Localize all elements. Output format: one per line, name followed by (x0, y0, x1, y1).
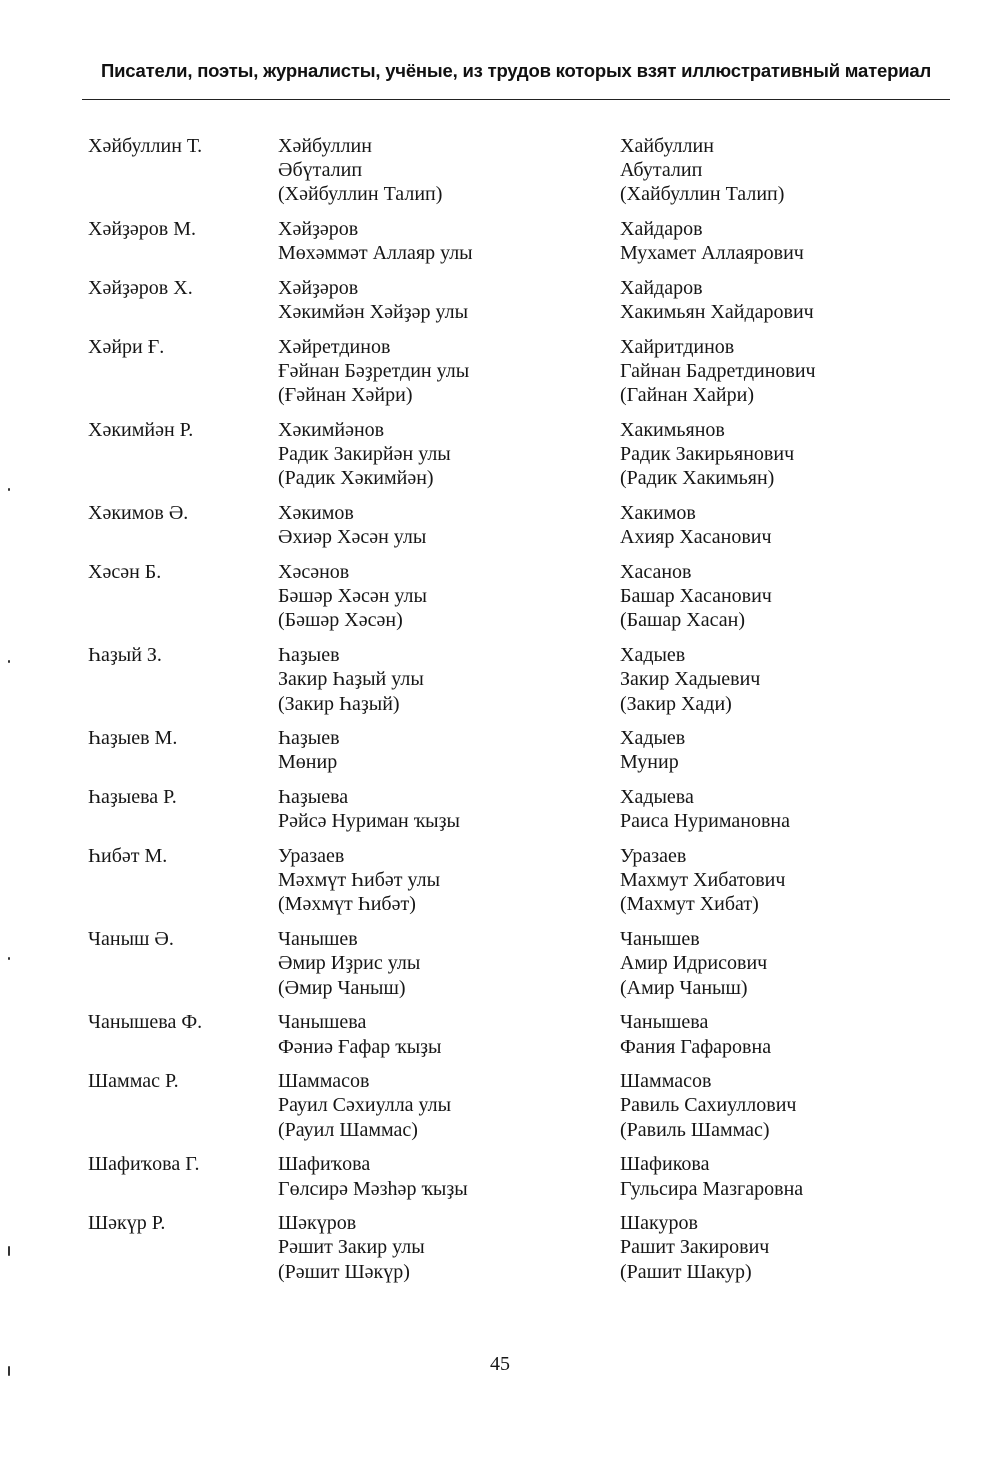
author-entry (88, 927, 918, 1000)
short-name: Һибәт М. (88, 845, 168, 868)
russian-full-name (620, 1152, 918, 1200)
russian-full-name-line: (Махмут Хибат) (620, 893, 759, 916)
russian-full-name-line: Мунир (620, 751, 679, 774)
bashkir-full-name (278, 560, 620, 633)
russian-full-name (620, 134, 918, 207)
russian-full-name (620, 1211, 918, 1284)
bashkir-full-name-line: Хәкимов (278, 502, 354, 525)
russian-full-name (620, 1010, 918, 1058)
short-name: Хәйҙәров М. (88, 218, 197, 241)
russian-full-name (620, 726, 918, 774)
bashkir-full-name-line: (Ғәйнан Хәйри) (278, 384, 413, 407)
margin-mark (8, 1366, 10, 1376)
bashkir-full-name-line: Әбүталип (278, 159, 363, 182)
author-entry (88, 335, 918, 408)
bashkir-full-name-line: (Мәхмүт Һибәт) (278, 893, 416, 916)
margin-mark (8, 957, 10, 960)
bashkir-full-name-line: Гөлсирә Мәзһәр ҡыҙы (278, 1177, 468, 1200)
margin-mark (8, 660, 10, 663)
author-entry (88, 134, 918, 207)
russian-full-name-line: Гайнан Бадретдинович (620, 360, 816, 383)
bashkir-full-name (278, 1069, 620, 1142)
bashkir-full-name-line: (Хәйбуллин Талип) (278, 183, 443, 206)
russian-full-name (620, 560, 918, 633)
bashkir-full-name (278, 785, 620, 833)
bashkir-full-name-line: Рәйсә Нуриман ҡыҙы (278, 810, 460, 833)
short-name: Чаныш Ә. (88, 928, 174, 951)
bashkir-full-name-line: Чанышев (278, 928, 358, 951)
short-name: Хәйри Ғ. (88, 335, 165, 358)
author-entry (88, 1211, 918, 1284)
russian-full-name (620, 501, 918, 549)
short-name: Шәкүр Р. (88, 1212, 166, 1235)
bashkir-full-name-line: (Бәшәр Хәсән) (278, 609, 403, 632)
bashkir-full-name-line: Шәкүров (278, 1212, 357, 1235)
russian-full-name-line: Чанышева (620, 1011, 709, 1034)
bashkir-full-name (278, 927, 620, 1000)
bashkir-full-name-line: Радик Закирйән улы (278, 443, 451, 466)
bashkir-full-name-line: Хәйретдинов (278, 335, 391, 358)
bashkir-full-name-line: Уразаев (278, 845, 345, 868)
author-entry (88, 560, 918, 633)
bashkir-full-name-line: Бәшәр Хәсән улы (278, 585, 427, 608)
russian-full-name-line: Шафикова (620, 1153, 710, 1176)
russian-full-name-line: Хадыев (620, 727, 686, 750)
short-name: Шафиҡова Г. (88, 1153, 200, 1176)
russian-full-name (620, 335, 918, 408)
bashkir-full-name-line: Хәйҙәров (278, 277, 359, 300)
russian-full-name (620, 844, 918, 917)
header-rule (82, 99, 950, 100)
bashkir-full-name (278, 335, 620, 408)
short-name: Һаҙыев М. (88, 727, 178, 750)
bashkir-full-name (278, 1211, 620, 1284)
russian-full-name-line: Хасанов (620, 561, 692, 584)
russian-full-name-line: (Хайбуллин Талип) (620, 183, 785, 206)
author-entry (88, 217, 918, 265)
russian-full-name-line: Мухамет Аллаярович (620, 242, 804, 265)
bashkir-full-name-line: Мәхмүт Һибәт улы (278, 869, 441, 892)
bashkir-full-name (278, 217, 620, 265)
bashkir-full-name-line: Әмир Иҙрис улы (278, 952, 421, 975)
margin-mark (8, 488, 10, 491)
margin-mark (8, 1246, 10, 1256)
bashkir-full-name-line: Рәшит Закир улы (278, 1236, 425, 1259)
russian-full-name-line: (Закир Хади) (620, 692, 732, 715)
russian-full-name-line: Ахияр Хасанович (620, 526, 772, 549)
bashkir-full-name-line: Һаҙыева (278, 786, 349, 809)
russian-full-name-line: (Равиль Шаммас) (620, 1118, 770, 1141)
bashkir-full-name-line: Хәйҙәров (278, 218, 359, 241)
bashkir-full-name-line: (Рауил Шаммас) (278, 1118, 418, 1141)
page-number: 45 (490, 1353, 510, 1375)
russian-full-name-line: (Радик Хакимьян) (620, 467, 775, 490)
russian-full-name-line: (Амир Чаныш) (620, 976, 748, 999)
russian-full-name-line: Уразаев (620, 845, 687, 868)
author-list (88, 134, 918, 1294)
bashkir-full-name-line: Хәкимйән Хәйҙәр улы (278, 301, 469, 324)
russian-full-name (620, 1069, 918, 1142)
russian-full-name-line: (Башар Хасан) (620, 609, 745, 632)
bashkir-full-name (278, 726, 620, 774)
author-entry (88, 501, 918, 549)
russian-full-name-line: (Рашит Шакур) (620, 1260, 752, 1283)
short-name: Чанышева Ф. (88, 1011, 203, 1034)
russian-full-name-line: Шакуров (620, 1212, 698, 1235)
bashkir-full-name-line: Мөхәммәт Аллаяр улы (278, 242, 473, 265)
author-entry (88, 643, 918, 716)
bashkir-full-name-line: (Рәшит Шәкүр) (278, 1260, 410, 1283)
bashkir-full-name (278, 501, 620, 549)
russian-full-name-line: Хайдаров (620, 277, 703, 300)
russian-full-name-line: (Гайнан Хайри) (620, 384, 754, 407)
russian-full-name-line: Хакимов (620, 502, 696, 525)
author-entry (88, 276, 918, 324)
short-name: Шаммас Р. (88, 1070, 179, 1093)
russian-full-name-line: Хайбуллин (620, 135, 714, 157)
russian-full-name (620, 643, 918, 716)
russian-full-name-line: Рашит Закирович (620, 1236, 770, 1259)
russian-full-name (620, 927, 918, 1000)
russian-full-name (620, 418, 918, 491)
russian-full-name (620, 785, 918, 833)
bashkir-full-name (278, 1152, 620, 1200)
russian-full-name (620, 276, 918, 324)
short-name: Хәйҙәров Х. (88, 277, 193, 300)
bashkir-full-name-line: Хәсәнов (278, 561, 350, 584)
bashkir-full-name-line: Хәкимйәнов (278, 419, 385, 442)
russian-full-name-line: Закир Хадыевич (620, 668, 761, 691)
bashkir-full-name-line: Хәйбуллин (278, 135, 372, 157)
russian-full-name-line: Раиса Нуримановна (620, 810, 790, 833)
russian-full-name-line: Абуталип (620, 159, 703, 182)
short-name: Һаҙыева Р. (88, 786, 177, 809)
bashkir-full-name-line: Закир Һаҙый улы (278, 668, 424, 691)
russian-full-name-line: Радик Закирьянович (620, 443, 795, 466)
russian-full-name-line: Хадыев (620, 644, 686, 667)
russian-full-name-line: Фания Гафаровна (620, 1035, 772, 1058)
russian-full-name-line: Башар Хасанович (620, 585, 772, 608)
russian-full-name-line: Хайритдинов (620, 335, 735, 358)
russian-full-name-line: Хакимьян Хайдарович (620, 301, 814, 324)
bashkir-full-name-line: Шафиҡова (278, 1153, 371, 1176)
bashkir-full-name (278, 134, 620, 207)
russian-full-name (620, 217, 918, 265)
bashkir-full-name-line: Фәниә Ғафар ҡыҙы (278, 1035, 442, 1058)
russian-full-name-line: Хакимьянов (620, 419, 725, 442)
bashkir-full-name-line: Әхиәр Хәсән улы (278, 526, 427, 549)
bashkir-full-name-line: Шаммасов (278, 1070, 370, 1093)
bashkir-full-name-line: Рауил Сәхиулла улы (278, 1094, 452, 1117)
bashkir-full-name-line: (Әмир Чаныш) (278, 976, 406, 999)
short-name: Хәйбуллин Т. (88, 135, 203, 157)
short-name: Хәсән Б. (88, 561, 162, 584)
bashkir-full-name (278, 844, 620, 917)
bashkir-full-name (278, 276, 620, 324)
bashkir-full-name-line: Чанышева (278, 1011, 367, 1034)
russian-full-name-line: Чанышев (620, 928, 700, 951)
short-name: Һаҙый З. (88, 644, 162, 667)
author-entry (88, 1069, 918, 1142)
author-entry (88, 1010, 918, 1058)
author-entry (88, 726, 918, 774)
bashkir-full-name-line: (Радик Хәкимйән) (278, 467, 434, 490)
bashkir-full-name-line: Ғәйнан Бәҙретдин улы (278, 360, 470, 383)
author-entry (88, 418, 918, 491)
russian-full-name-line: Хайдаров (620, 218, 703, 241)
russian-full-name-line: Гульсира Мазгаровна (620, 1177, 804, 1200)
bashkir-full-name-line: Һаҙыев (278, 644, 340, 667)
bashkir-full-name (278, 1010, 620, 1058)
author-entry (88, 1152, 918, 1200)
bashkir-full-name-line: (Закир Һаҙый) (278, 692, 400, 715)
bashkir-full-name-line: Һаҙыев (278, 727, 340, 750)
page-header: Писатели, поэты, журналисты, учёные, из трудов которых взят иллюстративный материал (100, 60, 932, 81)
short-name: Хәкимйән Р. (88, 419, 194, 442)
bashkir-full-name-line: Мөнир (278, 751, 338, 774)
russian-full-name-line: Шаммасов (620, 1070, 712, 1093)
author-entry (88, 785, 918, 833)
russian-full-name-line: Амир Идрисович (620, 952, 768, 975)
bashkir-full-name (278, 418, 620, 491)
bashkir-full-name (278, 643, 620, 716)
russian-full-name-line: Равиль Сахиуллович (620, 1094, 797, 1117)
author-entry (88, 844, 918, 917)
short-name: Хәкимов Ә. (88, 502, 189, 525)
russian-full-name-line: Хадыева (620, 786, 694, 809)
russian-full-name-line: Махмут Хибатович (620, 869, 786, 892)
